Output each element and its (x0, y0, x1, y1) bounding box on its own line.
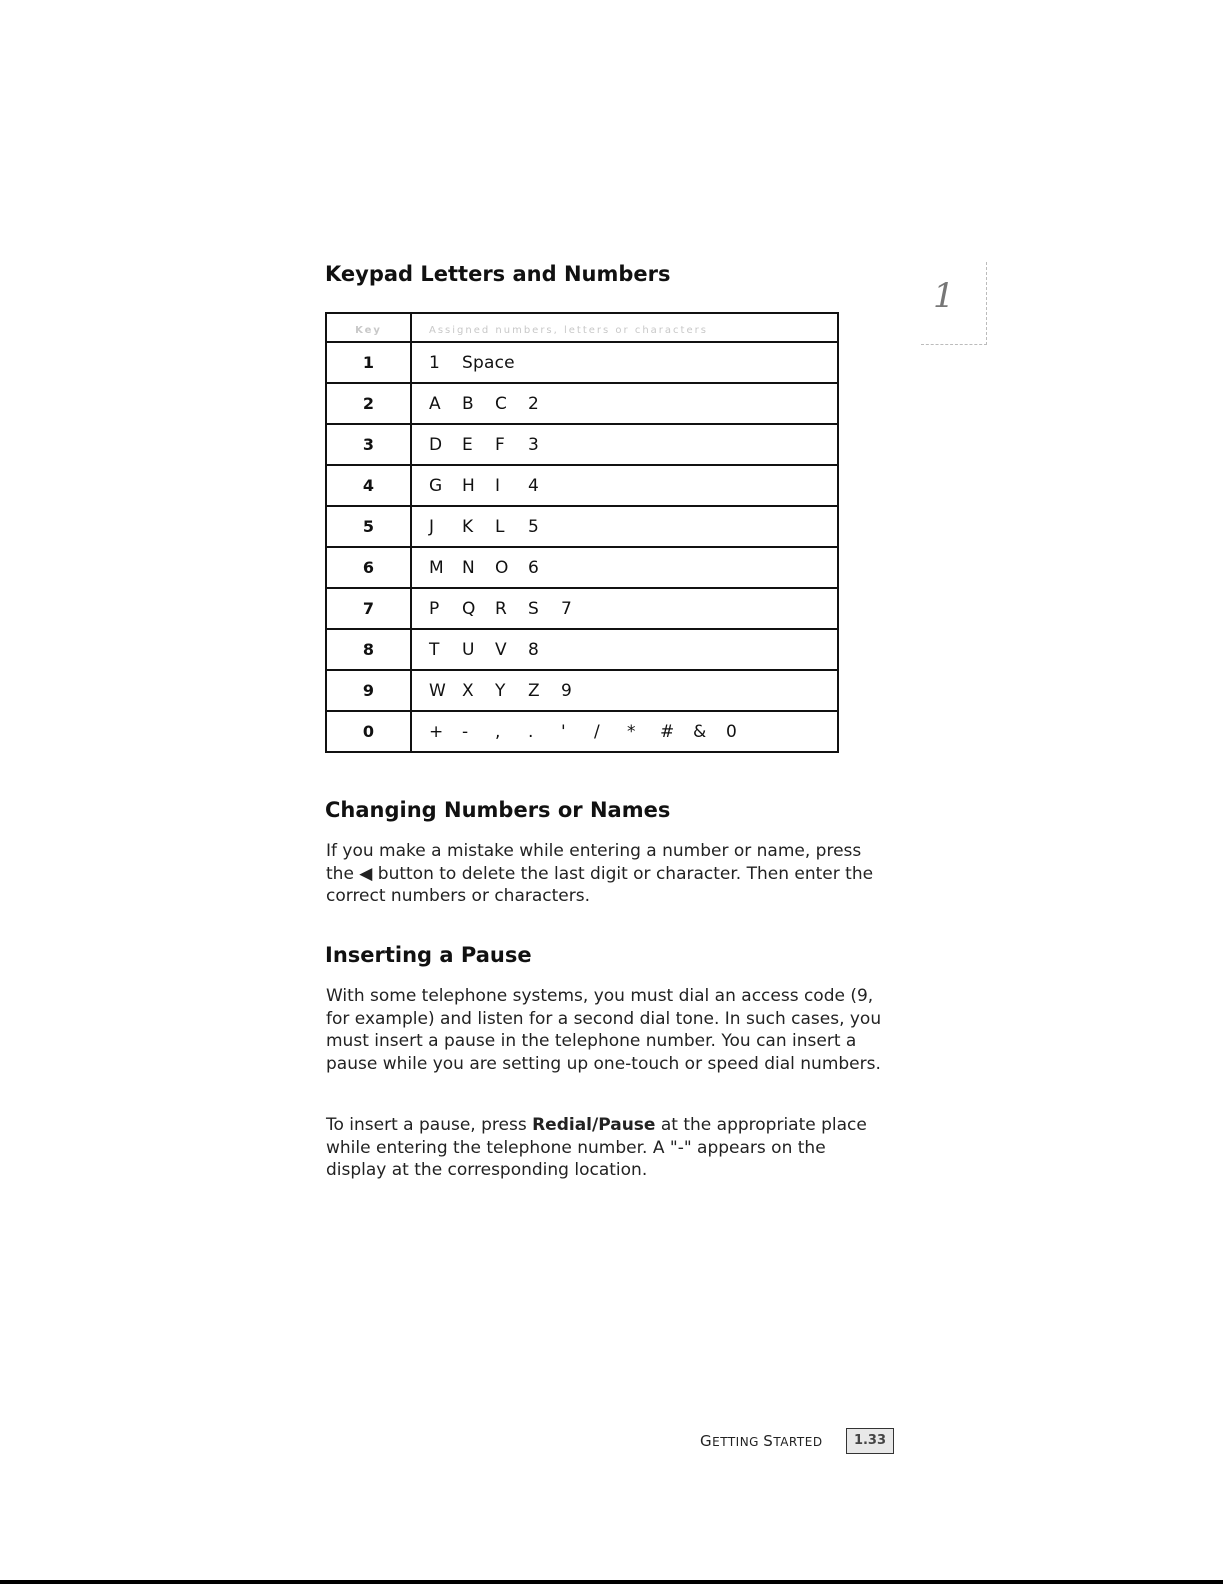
chars-cell (411, 424, 838, 465)
char-item: - (462, 721, 469, 742)
table-row (326, 424, 838, 465)
table-row (326, 547, 838, 588)
char-item: G (429, 475, 443, 496)
char-item: N (462, 557, 475, 578)
char-item: 3 (528, 434, 540, 455)
keypad-section-title: Keypad Letters and Numbers (325, 262, 671, 286)
key-cell: 3 (326, 424, 411, 465)
char-item: H (462, 475, 475, 496)
header-key-label: Key (355, 325, 382, 336)
changing-paragraph: If you make a mistake while entering a number or name, press the ◀ button to delete the last digit or character. Then enter the correct numbers or characters. (326, 841, 874, 906)
pause-section-title: Inserting a Pause (325, 943, 532, 967)
char-item: 6 (528, 557, 540, 578)
footer-initial-g: G (700, 1432, 713, 1450)
char-item: # (660, 721, 675, 742)
header-key-cell (326, 313, 411, 342)
chapter-badge (921, 262, 987, 345)
char-item: M (429, 557, 444, 578)
char-item: 8 (528, 639, 540, 660)
char-item: ' (561, 721, 566, 742)
chars-cell (411, 506, 838, 547)
pause-text-after: at the appropriate place while entering the telephone number. A "-" appears on the display at the corresponding location. (326, 1115, 867, 1180)
table-row (326, 506, 838, 547)
char-item: + (429, 721, 444, 742)
footer-initial-s: S (763, 1432, 774, 1450)
changing-section-title: Changing Numbers or Names (325, 798, 671, 822)
char-item: 7 (561, 598, 573, 619)
char-item: F (495, 434, 505, 455)
header-chars-label: Assigned numbers, letters or characters (429, 324, 708, 336)
char-item: E (462, 434, 473, 455)
page-number: 1.33 (846, 1428, 894, 1454)
char-item: I (495, 475, 501, 496)
char-item: A (429, 393, 441, 414)
key-cell: 4 (326, 465, 411, 506)
key-cell: 6 (326, 547, 411, 588)
table-row (326, 383, 838, 424)
char-item: Space (462, 352, 515, 373)
redial-pause-key-name: Redial/Pause (532, 1115, 656, 1135)
footer-tarted: TARTED (773, 1435, 823, 1449)
key-cell: 1 (326, 342, 411, 383)
char-item: L (495, 516, 505, 537)
key-cell: 9 (326, 670, 411, 711)
char-item: 0 (726, 721, 738, 742)
char-item: J (429, 516, 435, 537)
chars-cell (411, 588, 838, 629)
char-item: V (495, 639, 507, 660)
pause-paragraph-1: With some telephone systems, you must dial an access code (9, for example) and listen for a second dial tone. In such cases, you must insert a pause in the telephone number. You can insert a pause while you are setting up one-touch or speed dial numbers. (326, 986, 882, 1074)
char-item: 2 (528, 393, 540, 414)
table-row (326, 465, 838, 506)
char-item: Z (528, 680, 540, 701)
char-item: S (528, 598, 539, 619)
footer-etting: ETTING (712, 1435, 764, 1449)
char-item: & (693, 721, 707, 742)
chars-cell (411, 629, 838, 670)
chars-cell (411, 711, 838, 752)
key-cell: 2 (326, 383, 411, 424)
bottom-rule (0, 1580, 1223, 1584)
char-item: R (495, 598, 508, 619)
char-item: O (495, 557, 509, 578)
char-item: B (462, 393, 474, 414)
char-item: 4 (528, 475, 540, 496)
char-item: * (627, 721, 636, 742)
chars-cell (411, 670, 838, 711)
char-item: T (429, 639, 440, 660)
char-item: U (462, 639, 475, 660)
key-cell: 7 (326, 588, 411, 629)
char-item: C (495, 393, 508, 414)
pause-text-before: To insert a pause, press (326, 1115, 533, 1135)
footer-section-name (700, 1432, 823, 1450)
table-row (326, 588, 838, 629)
char-item: X (462, 680, 474, 701)
chars-cell (411, 342, 838, 383)
char-item: W (429, 680, 447, 701)
char-item: 9 (561, 680, 573, 701)
char-item: , (495, 721, 501, 742)
char-item: K (462, 516, 474, 537)
chapter-number: 1 (933, 276, 955, 316)
chars-cell (411, 383, 838, 424)
char-item: P (429, 598, 440, 619)
char-item: D (429, 434, 443, 455)
keypad-table (325, 312, 839, 753)
table-row (326, 711, 838, 752)
key-cell: 0 (326, 711, 411, 752)
char-item: 5 (528, 516, 540, 537)
table-row (326, 342, 838, 383)
char-item: . (528, 721, 534, 742)
char-item: / (594, 721, 600, 742)
table-row (326, 670, 838, 711)
chars-cell (411, 465, 838, 506)
chars-cell (411, 547, 838, 588)
header-chars-cell (411, 313, 838, 342)
key-cell: 8 (326, 629, 411, 670)
char-item: Q (462, 598, 476, 619)
key-cell: 5 (326, 506, 411, 547)
char-item: Y (495, 680, 506, 701)
table-row (326, 629, 838, 670)
char-item: 1 (429, 352, 441, 373)
pause-paragraph-2 (326, 1114, 891, 1182)
table-header-row (326, 313, 838, 342)
